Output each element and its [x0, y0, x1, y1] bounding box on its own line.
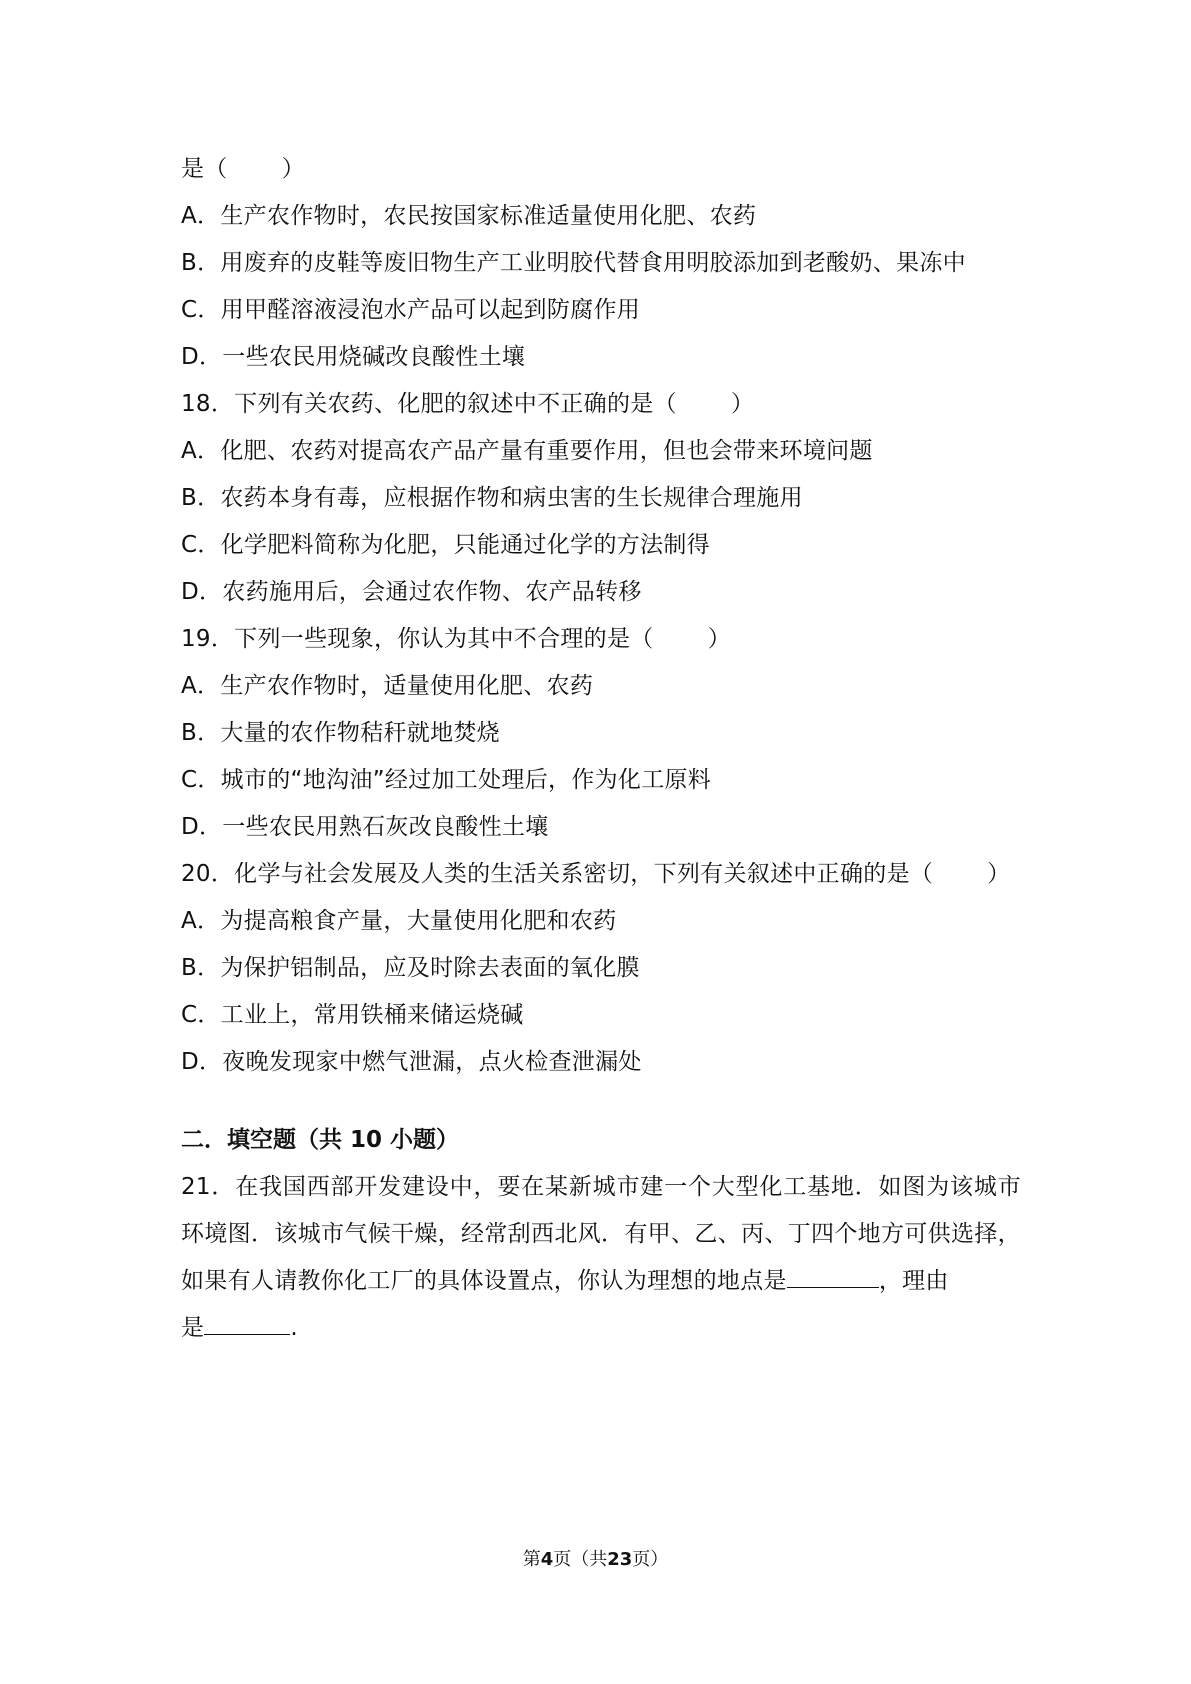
option-19d: D．一些农民用熟石灰改良酸性土壤	[181, 814, 549, 840]
option-17a: A．生产农作物时，农民按国家标准适量使用化肥、农药	[181, 203, 757, 229]
question-18: 18．下列有关农药、化肥的叙述中不正确的是（ ）	[181, 391, 755, 417]
option-19a: A．生产农作物时，适量使用化肥、农药	[181, 673, 594, 699]
option-18d: D．农药施用后，会通过农作物、农产品转移	[181, 579, 642, 605]
option-20a: A．为提高粮食产量，大量使用化肥和农药	[181, 908, 617, 934]
footer-page-number: 4	[540, 1549, 554, 1570]
section-title: 二．填空题（共 10 小题）	[181, 1127, 460, 1153]
question-21-line-1: 21．在我国西部开发建设中，要在某新城市建一个大型化工基地．如图为该城市	[181, 1174, 1021, 1200]
question-19: 19．下列一些现象，你认为其中不合理的是（ ）	[181, 626, 731, 652]
option-20b: B．为保护铝制品，应及时除去表面的氧化膜	[181, 955, 640, 981]
option-20d: D．夜晚发现家中燃气泄漏，点火检查泄漏处	[181, 1049, 642, 1075]
option-18b: B．农药本身有毒，应根据作物和病虫害的生长规律合理施用	[181, 485, 803, 511]
option-18a: A．化肥、农药对提高农产品产量有重要作用，但也会带来环境问题	[181, 438, 873, 464]
answer-blank-reason[interactable]	[204, 1307, 290, 1335]
question-21-line-4: 是 .	[181, 1305, 1021, 1352]
question-20: 20．化学与社会发展及人类的生活关系密切，下列有关叙述中正确的是（ ）	[181, 861, 1011, 887]
page-content	[181, 146, 1021, 1352]
option-17d: D．一些农民用烧碱改良酸性土壤	[181, 344, 526, 370]
question-21-line-3: 如果有人请教你化工厂的具体设置点，你认为理想的地点是 ，理由	[181, 1258, 1021, 1305]
option-17c: C．用甲醛溶液浸泡水产品可以起到防腐作用	[181, 297, 641, 323]
footer-total-pages: 23	[607, 1549, 633, 1570]
option-20c: C．工业上，常用铁桶来储运烧碱	[181, 1002, 524, 1028]
option-18c: C．化学肥料简称为化肥，只能通过化学的方法制得	[181, 532, 710, 558]
question-21-line-2: 环境图．该城市气候干燥，经常刮西北风．有甲、乙、丙、丁四个地方可供选择，	[181, 1221, 1021, 1247]
answer-blank-location[interactable]	[787, 1260, 879, 1288]
option-19c: C．城市的“地沟油”经过加工处理后，作为化工原料	[181, 767, 712, 793]
page-footer: 第4页（共23页）	[522, 1549, 669, 1570]
question-stem-continuation: 是（ ）	[181, 156, 305, 182]
option-17b: B．用废弃的皮鞋等废旧物生产工业明胶代替食用明胶添加到老酸奶、果冻中	[181, 250, 966, 276]
option-19b: B．大量的农作物秸秆就地焚烧	[181, 720, 500, 746]
question-21	[181, 1164, 1021, 1352]
